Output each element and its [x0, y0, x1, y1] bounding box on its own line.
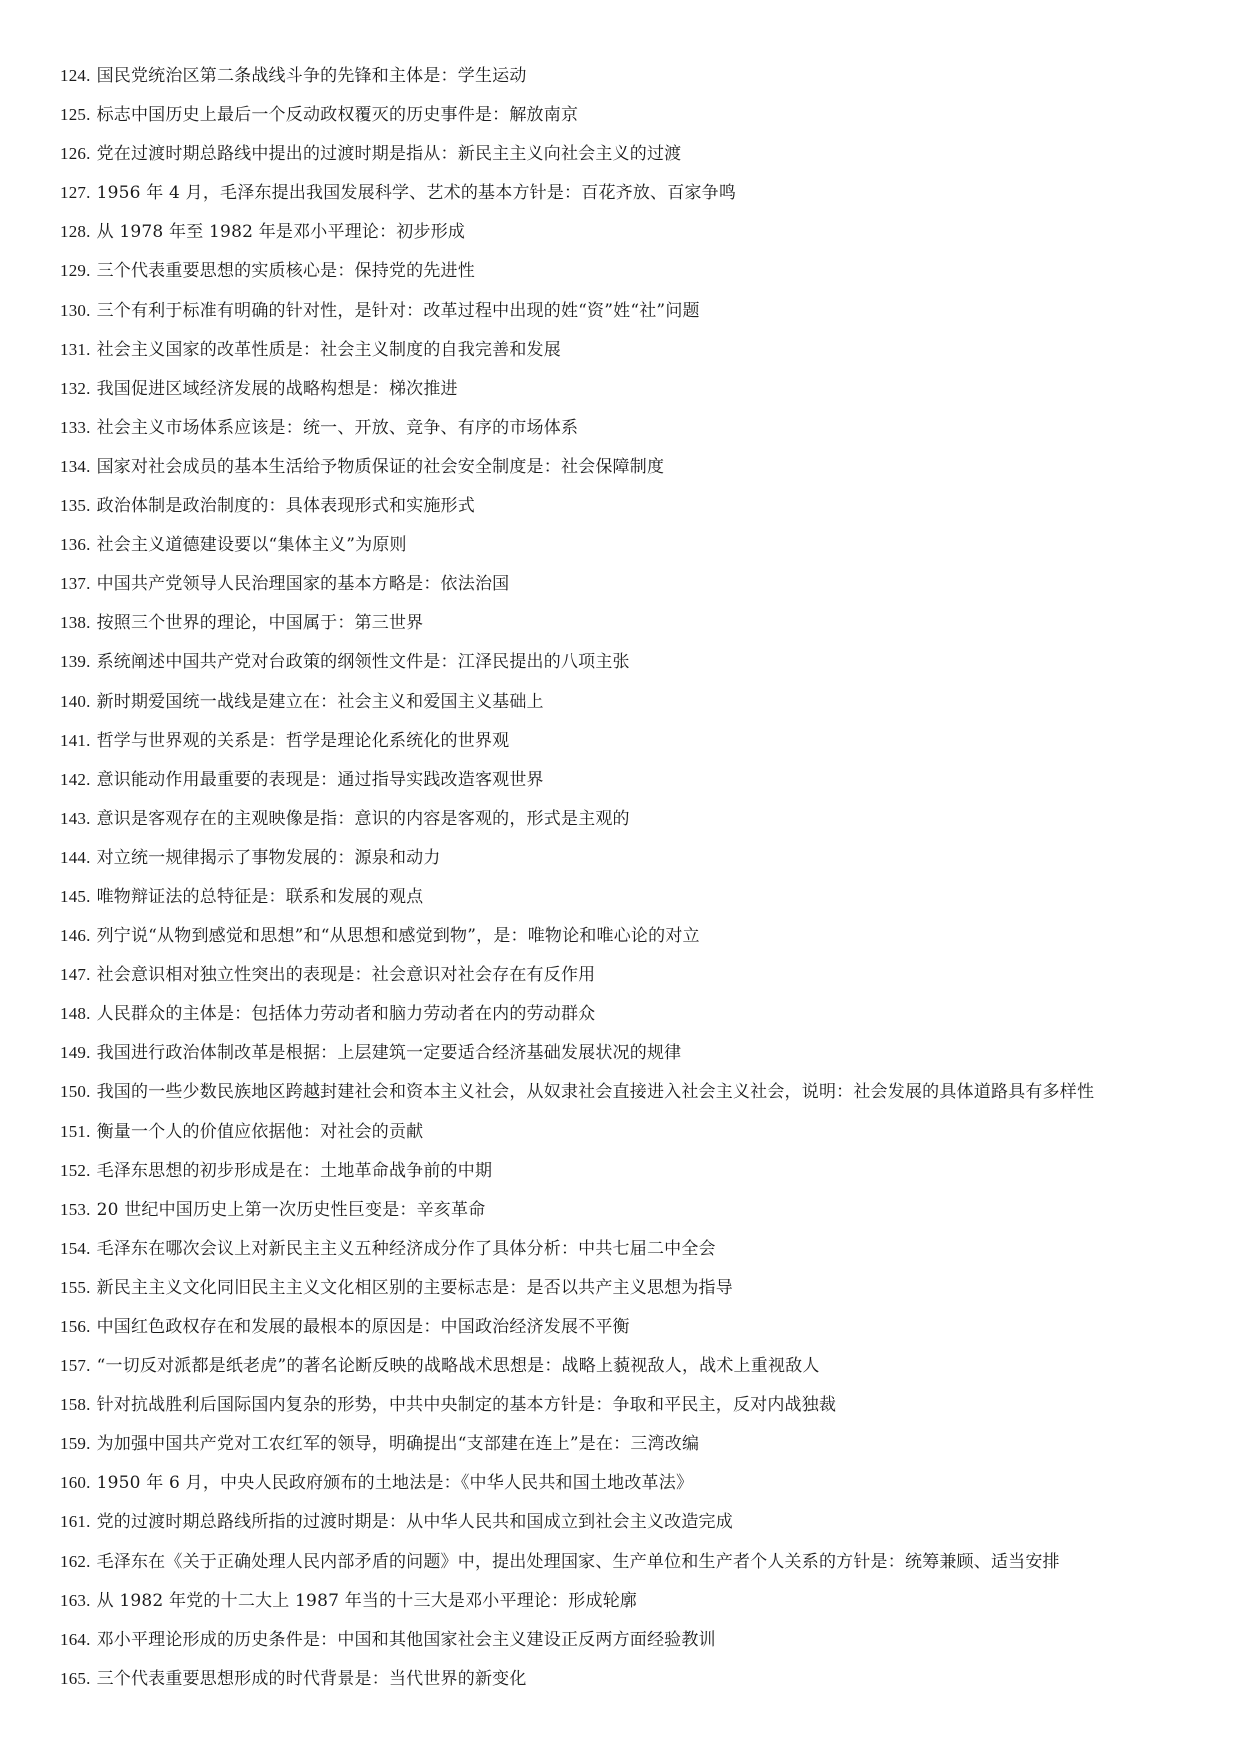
- item-number: 160.: [60, 1473, 91, 1493]
- list-item: [60, 766, 1220, 805]
- item-number: 148.: [60, 1004, 91, 1024]
- item-text: 社会主义市场体系应该是：统一、开放、竞争、有序的市场体系: [96, 417, 579, 438]
- list-item: [60, 492, 1220, 531]
- item-text: 国民党统治区第二条战线斗争的先锋和主体是：学生运动: [96, 66, 527, 86]
- item-number: 142.: [60, 769, 91, 789]
- list-item: [60, 179, 1220, 218]
- item-text: 从 1978 年至 1982 年是邓小平理论：初步形成: [96, 222, 466, 243]
- item-text: 我国促进区域经济发展的战略构想是：梯次推进: [96, 378, 458, 399]
- list-item: [60, 336, 1220, 375]
- item-number: 163.: [60, 1590, 91, 1610]
- item-text: 政治体制是政治制度的：具体表现形式和实施形式: [96, 496, 475, 517]
- list-item: [60, 1469, 1220, 1508]
- list-item: [60, 414, 1220, 453]
- item-text: 党在过渡时期总路线中提出的过渡时期是指从：新民主主义向社会主义的过渡: [96, 144, 682, 165]
- item-text: 社会意识相对独立性突出的表现是：社会意识对社会存在有反作用: [96, 965, 596, 986]
- list-item: [60, 62, 1220, 101]
- item-text: 对立统一规律揭示了事物发展的：源泉和动力: [96, 847, 441, 868]
- list-item: [60, 1000, 1220, 1039]
- list-item: [60, 1548, 1220, 1587]
- item-number: 155.: [60, 1277, 91, 1297]
- list-item: [60, 1665, 1220, 1704]
- list-item: [60, 531, 1220, 570]
- item-number: 159.: [60, 1434, 91, 1454]
- item-text: 社会主义国家的改革性质是：社会主义制度的自我完善和发展: [96, 339, 561, 360]
- item-text: 三个代表重要思想形成的时代背景是：当代世界的新变化: [96, 1668, 527, 1689]
- item-text: 1956 年 4 月，毛泽东提出我国发展科学、艺术的基本方针是：百花齐放、百家争鸣: [96, 183, 737, 204]
- list-item: [60, 688, 1220, 727]
- item-text: 从 1982 年党的十二大上 1987 年当的十三大是邓小平理论：形成轮廓: [96, 1590, 638, 1611]
- list-item: [60, 1157, 1220, 1196]
- item-number: 135.: [60, 496, 91, 516]
- item-text: 系统阐述中国共产党对台政策的纲领性文件是：江泽民提出的八项主张: [96, 652, 630, 673]
- item-number: 162.: [60, 1551, 91, 1571]
- item-text: 哲学与世界观的关系是：哲学是理论化系统化的世界观: [96, 730, 510, 751]
- item-text: 我国进行政治体制改革是根据：上层建筑一定要适合经济基础发展状况的规律: [96, 1043, 682, 1064]
- item-number: 165.: [60, 1668, 91, 1688]
- list-item: [60, 922, 1220, 961]
- item-number: 125.: [60, 105, 91, 125]
- item-number: 124.: [60, 66, 91, 85]
- item-number: 134.: [60, 456, 91, 476]
- item-text: 毛泽东在《关于正确处理人民内部矛盾的问题》中，提出处理国家、生产单位和生产者个人关系的方针是：统筹兼顾、适当安排: [96, 1551, 1060, 1572]
- list-item: [60, 883, 1220, 922]
- item-number: 144.: [60, 847, 91, 867]
- item-text: 新民主主义文化同旧民主主义文化相区别的主要标志是：是否以共产主义思想为指导: [96, 1277, 733, 1298]
- item-text: 1950 年 6 月，中央人民政府颁布的土地法是：《中华人民共和国土地改革法》: [96, 1473, 694, 1494]
- item-number: 141.: [60, 730, 91, 750]
- list-item: [60, 961, 1220, 1000]
- list-item: [60, 609, 1220, 648]
- item-number: 128.: [60, 222, 91, 242]
- item-text: 标志中国历史上最后一个反动政权覆灭的历史事件是：解放南京: [96, 105, 579, 126]
- item-number: 129.: [60, 261, 91, 281]
- item-number: 130.: [60, 300, 91, 320]
- item-text: 我国的一些少数民族地区跨越封建社会和资本主义社会，从奴隶社会直接进入社会主义社会，说明：社会发展的具体道路具有多样性: [96, 1082, 1095, 1103]
- item-number: 152.: [60, 1160, 91, 1180]
- list-item: [60, 805, 1220, 844]
- list-item: [60, 218, 1220, 257]
- list-item: [60, 1587, 1220, 1626]
- item-number: 127.: [60, 183, 91, 203]
- item-number: 157.: [60, 1356, 91, 1376]
- list-item: [60, 1313, 1220, 1352]
- item-text: 社会主义道德建设要以“集体主义”为原则: [96, 535, 407, 556]
- item-text: 邓小平理论形成的历史条件是：中国和其他国家社会主义建设正反两方面经验教训: [96, 1629, 716, 1650]
- item-number: 149.: [60, 1043, 91, 1063]
- item-number: 147.: [60, 965, 91, 985]
- list-item: [60, 1626, 1220, 1665]
- list-item: [60, 1274, 1220, 1313]
- list-item: [60, 570, 1220, 609]
- list-item: [60, 1352, 1220, 1391]
- item-number: 146.: [60, 926, 91, 946]
- item-number: 132.: [60, 378, 91, 398]
- list-item: [60, 1118, 1220, 1157]
- item-number: 143.: [60, 808, 91, 828]
- question-list: [60, 62, 1220, 1704]
- list-item: [60, 1430, 1220, 1469]
- item-number: 126.: [60, 144, 91, 164]
- item-text: 按照三个世界的理论，中国属于：第三世界: [96, 613, 424, 634]
- list-item: [60, 727, 1220, 766]
- list-item: [60, 101, 1220, 140]
- item-number: 164.: [60, 1629, 91, 1649]
- list-item: [60, 648, 1220, 687]
- list-item: [60, 1039, 1220, 1078]
- item-text: 意识是客观存在的主观映像是指：意识的内容是客观的，形式是主观的: [96, 808, 630, 829]
- item-text: 国家对社会成员的基本生活给予物质保证的社会安全制度是：社会保障制度: [96, 456, 665, 477]
- item-number: 158.: [60, 1395, 91, 1415]
- list-item: [60, 297, 1220, 336]
- list-item: [60, 844, 1220, 883]
- item-number: 153.: [60, 1199, 91, 1219]
- item-text: 毛泽东思想的初步形成是在：土地革命战争前的中期: [96, 1160, 493, 1181]
- item-number: 138.: [60, 613, 91, 633]
- item-text: 20 世纪中国历史上第一次历史性巨变是：辛亥革命: [96, 1199, 486, 1220]
- list-item: [60, 1508, 1220, 1547]
- list-item: [60, 1235, 1220, 1274]
- list-item: [60, 453, 1220, 492]
- item-number: 137.: [60, 574, 91, 594]
- list-item: [60, 257, 1220, 296]
- item-number: 161.: [60, 1512, 91, 1532]
- item-text: 意识能动作用最重要的表现是：通过指导实践改造客观世界: [96, 769, 544, 790]
- list-item: [60, 1391, 1220, 1430]
- item-number: 145.: [60, 886, 91, 906]
- item-text: 唯物辩证法的总特征是：联系和发展的观点: [96, 886, 424, 907]
- list-item: [60, 375, 1220, 414]
- item-number: 156.: [60, 1317, 91, 1336]
- item-text: 列宁说“从物到感觉和思想”和“从思想和感觉到物”，是：唯物论和唯心论的对立: [96, 926, 700, 947]
- item-text: 衡量一个人的价值应依据他：对社会的贡献: [96, 1121, 424, 1142]
- item-text: 三个代表重要思想的实质核心是：保持党的先进性: [96, 261, 475, 282]
- item-text: 为加强中国共产党对工农红军的领导，明确提出“支部建在连上”是在：三湾改编: [96, 1434, 700, 1455]
- item-number: 150.: [60, 1082, 91, 1102]
- item-number: 154.: [60, 1238, 91, 1258]
- item-text: “一切反对派都是纸老虎”的著名论断反映的战略战术思想是：战略上藐视敌人，战术上重视敌人: [96, 1356, 820, 1377]
- item-text: 针对抗战胜利后国际国内复杂的形势，中共中央制定的基本方针是：争取和平民主，反对内战独裁: [96, 1395, 837, 1416]
- item-text: 中国共产党领导人民治理国家的基本方略是：依法治国: [96, 574, 510, 595]
- item-text: 党的过渡时期总路线所指的过渡时期是：从中华人民共和国成立到社会主义改造完成: [96, 1512, 733, 1533]
- list-item: [60, 1196, 1220, 1235]
- item-number: 136.: [60, 535, 91, 555]
- item-text: 新时期爱国统一战线是建立在：社会主义和爱国主义基础上: [96, 691, 544, 712]
- list-item: [60, 140, 1220, 179]
- item-number: 133.: [60, 417, 91, 437]
- item-number: 131.: [60, 339, 91, 359]
- item-number: 140.: [60, 691, 91, 711]
- item-number: 139.: [60, 652, 91, 672]
- item-text: 人民群众的主体是：包括体力劳动者和脑力劳动者在内的劳动群众: [96, 1004, 596, 1025]
- item-text: 三个有利于标准有明确的针对性，是针对：改革过程中出现的姓“资”姓“社”问题: [96, 300, 700, 321]
- item-text: 中国红色政权存在和发展的最根本的原因是：中国政治经济发展不平衡: [96, 1317, 630, 1337]
- item-text: 毛泽东在哪次会议上对新民主主义五种经济成分作了具体分析：中共七届二中全会: [96, 1238, 716, 1259]
- list-item: [60, 1078, 1220, 1117]
- item-number: 151.: [60, 1121, 91, 1141]
